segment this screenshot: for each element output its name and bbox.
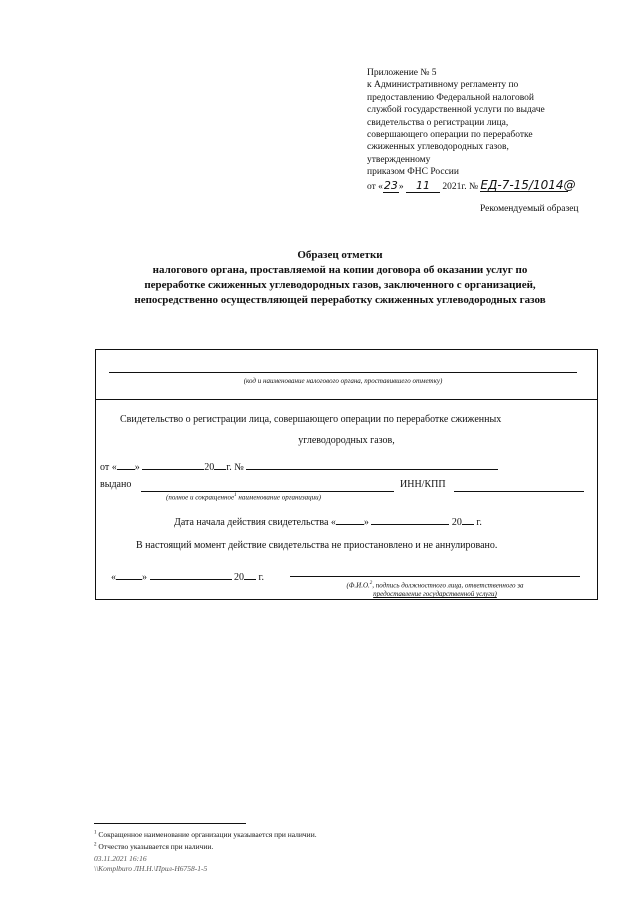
start-date-row <box>174 513 482 528</box>
footnote-text: Отчество указывается при наличии. <box>98 842 214 851</box>
start-date-label: Дата начала действия свидетельства « <box>174 517 336 528</box>
month-field <box>142 458 204 470</box>
inn-kpp-field-line <box>454 491 584 492</box>
inn-kpp-label: ИНН/КПП <box>400 479 446 490</box>
appendix-header <box>367 67 597 193</box>
appendix-line: свидетельства о регистрации лица, <box>367 117 509 128</box>
signature-field-line <box>290 576 580 577</box>
day-field <box>117 458 135 470</box>
caption-part: наименование организации) <box>238 493 321 502</box>
number-label: г. № <box>226 462 244 473</box>
appendix-line: предоставлению Федеральной налоговой <box>367 92 535 103</box>
start-year-suffix: г. <box>476 517 482 528</box>
date-day: 23 <box>383 178 398 192</box>
sign-year-field <box>244 568 256 580</box>
organization-name-caption <box>166 493 321 501</box>
footnote-text: Сокращенное наименование организации указывается при наличии. <box>98 830 317 839</box>
appendix-line: совершающего операции по переработке <box>367 130 533 141</box>
appendix-line: к Административному регламенту по <box>367 80 519 91</box>
quote-close: » <box>134 462 140 473</box>
date-prefix: от « <box>367 181 383 192</box>
file-path-stamp: \\Komplburo ЛН.Н.\Прил-Н6758-1-5 <box>94 864 208 873</box>
footnote-ref: 2 <box>369 581 373 586</box>
start-year: 20 <box>451 517 462 528</box>
signature-caption-line1 <box>290 579 580 590</box>
organization-name-field-line <box>141 491 394 492</box>
caption-part: (полное и сокращенное <box>166 493 235 502</box>
tax-authority-field-line <box>109 372 577 373</box>
title-line: непосредственно осуществляющей переработку сжиженных углеводородных газов <box>134 294 546 306</box>
from-prefix: от « <box>100 462 117 473</box>
appendix-line: сжиженных углеводородных газов, <box>367 142 509 153</box>
appendix-line: приказом ФНС России <box>367 167 459 178</box>
start-month-field <box>371 513 449 525</box>
footnote-1 <box>94 830 317 839</box>
date-month: 11 <box>406 180 440 193</box>
footnote-ref: 1 <box>234 493 237 498</box>
year-prefix: 20 <box>204 462 215 473</box>
sign-month-field <box>150 568 232 580</box>
mark-form-box <box>95 349 598 600</box>
title-line: переработке сжиженных углеводородных газов, заключенного с организацией, <box>144 279 536 291</box>
sign-open: « <box>111 572 116 583</box>
footnote-marker: 2 <box>94 842 97 848</box>
year-field <box>214 458 226 470</box>
status-text: В настоящий момент действие свидетельства не приостановлено и не аннулировано. <box>136 540 498 551</box>
start-quote-close: » <box>363 517 369 528</box>
print-timestamp: 03.11.2021 16:16 <box>94 854 147 863</box>
caption-part: , подпись должностного лица, ответственного за <box>372 581 524 590</box>
caption-part: (Ф.И.О. <box>346 581 370 590</box>
issued-label: выдано <box>100 479 132 490</box>
date-year: 2021г. № <box>442 181 479 192</box>
order-date-line <box>367 179 597 193</box>
certificate-number-field <box>246 458 498 470</box>
sign-year: 20 <box>234 572 244 583</box>
signature-caption <box>290 579 580 599</box>
title-line: Образец отметки <box>297 249 383 261</box>
signature-caption-line2: предоставление государственной услуги) <box>373 590 497 599</box>
appendix-line: Приложение № 5 <box>367 68 437 78</box>
signature-date-row <box>111 568 264 583</box>
title-line: налогового органа, проставляемой на копии договора об оказании услуг по <box>152 264 528 276</box>
certificate-text-line2: углеводородных газов, <box>298 435 395 446</box>
date-mid: » <box>398 181 404 192</box>
footnote-2 <box>94 842 213 851</box>
document-title <box>60 248 620 308</box>
order-number: ЕД-7-15/1014@ <box>480 177 576 192</box>
section-divider <box>96 399 597 400</box>
appendix-line: службой государственной услуги по выдаче <box>367 105 545 116</box>
footnote-marker: 1 <box>94 830 97 836</box>
tax-authority-caption: (код и наименование налогового органа, проставившего отметку) <box>243 377 443 385</box>
recommended-sample-label: Рекомендуемый образец <box>480 204 579 214</box>
footnote-separator <box>94 823 246 824</box>
certificate-date-row <box>100 458 498 473</box>
start-day-field <box>336 513 364 525</box>
start-year-field <box>462 513 474 525</box>
sign-day-field <box>116 568 142 580</box>
appendix-line: утвержденному <box>367 154 431 165</box>
sign-year-suffix: г. <box>258 572 264 583</box>
certificate-text-line1: Свидетельство о регистрации лица, совершающего операции по переработке сжиженных <box>120 414 502 425</box>
sign-close: » <box>142 572 147 583</box>
